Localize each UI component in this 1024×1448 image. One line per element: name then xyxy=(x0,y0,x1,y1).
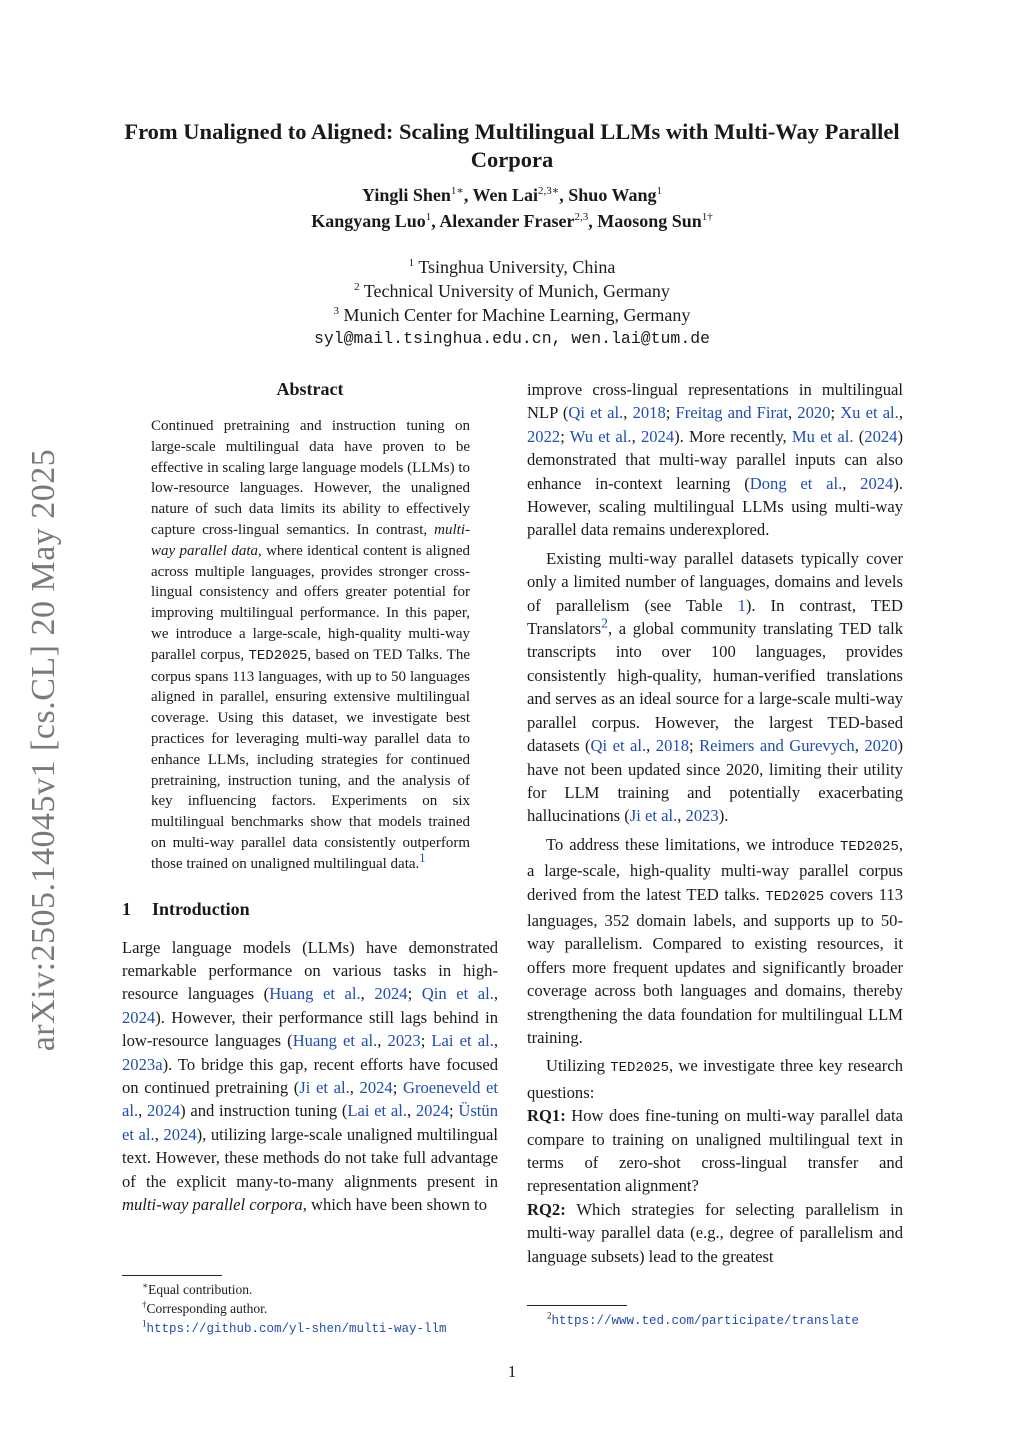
affiliations xyxy=(120,255,904,351)
citation-link[interactable]: 2024 xyxy=(122,1007,156,1027)
intro-paragraph: Large language models (LLMs) have demonstrated remarkable performance on various tasks in high-resource languages (Huang et al., 2024; Qin et al., 2024). However, their performance still lags behind in low-resource languages (Huang et al., 2023; Lai et al., 2023a). To bridge this gap, recent efforts have focused on continued pretraining (Ji et al., 2024; Groeneveld et al., 2024) and instruction tuning (Lai et al., 2024; Üstün et al., 2024), utilizing large-scale unaligned multilingual text. However, these methods do not take full advantage of the explicit many-to-many alignments present in multi-way parallel corpora, which have been shown to xyxy=(122,937,499,1214)
author-emails: syl@mail.tsinghua.edu.cn, wen.lai@tum.de xyxy=(313,329,711,348)
author-affil-mark: 1∗ xyxy=(450,185,464,197)
citation-link[interactable]: 2023 xyxy=(387,1031,421,1051)
research-question-1: RQ1: How does fine-tuning on multi-way parallel data compare to training on unaligned multilingual text in terms of zero-shot cross-lingual transfer and representation alignment? xyxy=(527,1106,903,1196)
section-title: Introduction xyxy=(152,898,250,919)
citation-link[interactable]: Xu et al. xyxy=(840,403,899,423)
footnote: $^1$https://github.com/yl-shen/multi-way-llm xyxy=(142,1318,447,1336)
citation-link[interactable]: Qin et al. xyxy=(421,984,494,1004)
dataset-name: TED2025 xyxy=(765,888,825,905)
author-name: Alexander Fraser xyxy=(439,211,575,231)
author-name: Wen Lai xyxy=(472,185,539,205)
footnote-rule xyxy=(122,1275,222,1276)
footnote-rule xyxy=(527,1305,627,1306)
section-number: 1 xyxy=(122,898,131,919)
affiliation-name: Munich Center for Machine Learning, Germany xyxy=(343,305,691,325)
footnote: †Corresponding author. xyxy=(142,1299,268,1316)
footnote-ref-link[interactable]: 1 xyxy=(419,850,426,865)
abstract-part: , based on TED Talks. The corpus spans 113 languages, with up to 50 languages aligned in parallel, ensuring extensive multilingual coverage. Using this dataset, we investigate best practices for leveraging multi-way parallel data to enhance LLMs, including strategies for continued pretraining, instruction tuning, and the analysis of key influencing factors. Experiments on six multilingual benchmarks show that models trained on multi-way parallel data consistently outperform those trained on unaligned multilingual data. xyxy=(151,646,470,872)
citation-link[interactable]: 2018 xyxy=(655,736,689,756)
body-paragraph: Existing multi-way parallel datasets typically cover only a limited number of languages, domains and levels of parallelism (see Table 1). In contrast, TED Translators$^2$, a global community translating TED talk transcripts into over 100 languages, provides consistently high-quality, human-verified translations and serves as an ideal source for a large-scale multi-way parallel corpus. However, the largest TED-based datasets (Qi et al., 2018; Reimers and Gurevych, 2020) have not been updated since 2020, limiting their utility for LLM training and potentially exacerbating hallucinations (Ji et al., 2023). xyxy=(527,548,904,826)
footnote-url-link[interactable]: https://github.com/yl-shen/multi-way-llm xyxy=(146,1322,447,1336)
author-affil-mark: 1† xyxy=(701,211,713,223)
citation-link[interactable]: 2024 xyxy=(146,1101,181,1121)
citation-link[interactable]: Huang et al. xyxy=(292,1031,378,1051)
abstract-emphasis: multi-way parallel data xyxy=(151,521,470,559)
author-name: Maosong Sun xyxy=(597,211,702,231)
abstract-text xyxy=(151,416,470,875)
dataset-name: TED2025 xyxy=(610,1060,670,1077)
citation-link[interactable]: Reimers and Gurevych xyxy=(699,736,855,756)
left-column xyxy=(122,376,498,1216)
table-ref-link[interactable]: 1 xyxy=(737,595,746,615)
citation-link[interactable]: 2024 xyxy=(163,1124,197,1144)
citation-link[interactable]: Wu et al. xyxy=(569,426,632,446)
affiliation-line xyxy=(120,279,904,303)
body-paragraph: improve cross-lingual representations in multilingual NLP (Qi et al., 2018; Freitag and Firat, 2020; Xu et al., 2022; Wu et al., 2024). More recently, Mu et al. (2024) demonstrated that multi-way parallel inputs can also enhance in-context learning (Dong et al., 2024). However, scaling multilingual LLMs using multi-way parallel data remains underexplored. xyxy=(527,380,904,540)
footnote-ref-link[interactable]: 2 xyxy=(601,615,608,631)
citation-link[interactable]: 2023a xyxy=(122,1054,163,1074)
citation-link[interactable]: Ji et al. xyxy=(629,806,678,826)
citation-link[interactable]: Mu et al. xyxy=(791,426,854,446)
citation-link[interactable]: 2024 xyxy=(415,1101,450,1121)
abstract-part: , where identical content is aligned across multiple languages, provides stronger cross-lingual consistency and offers greater potential for improving multilingual performance. In this paper, we introduce a large-scale, high-quality multi-way parallel corpus, xyxy=(151,542,471,663)
section-heading-introduction xyxy=(122,897,498,921)
author-affil-mark: 1 xyxy=(656,185,663,197)
affiliation-mark: 3 xyxy=(333,305,340,317)
affiliation-name: Tsinghua University, China xyxy=(418,257,616,277)
citation-link[interactable]: Qi et al. xyxy=(590,736,647,756)
citation-link[interactable]: 2020 xyxy=(797,403,831,423)
citation-link[interactable]: 2018 xyxy=(632,403,666,423)
author-line-2: Kangyang Luo$^1$, Alexander Fraser$^{2,3}$, Maosong Sun$^{1\dagger}$ xyxy=(311,211,713,231)
right-column xyxy=(527,378,903,1268)
author-affil-mark: 2,3 xyxy=(574,211,589,223)
citation-link[interactable]: Huang et al. xyxy=(269,984,361,1004)
rq-label: RQ2: xyxy=(527,1199,566,1219)
footnote-url-link[interactable]: https://www.ted.com/participate/translate xyxy=(551,1314,860,1328)
author-name: Kangyang Luo xyxy=(311,211,426,231)
author-name: Shuo Wang xyxy=(568,185,657,205)
affiliation-mark: 1 xyxy=(408,257,415,269)
citation-link[interactable]: 2020 xyxy=(864,736,898,756)
dataset-name: TED2025 xyxy=(248,647,308,664)
citation-link[interactable]: Freitag and Firat xyxy=(675,403,789,423)
footnote: $^2$https://www.ted.com/participate/translate xyxy=(547,1310,860,1328)
affiliation-line xyxy=(120,255,904,279)
arxiv-identifier: arXiv:2505.14045v1 [cs.CL] 20 May 2025 xyxy=(25,448,62,1052)
research-question-2: RQ2: Which strategies for selecting parallelism in multi-way parallel data (e.g., degree of parallelism and language subsets) lead to the greatest xyxy=(527,1199,903,1266)
footnotes-right xyxy=(527,1305,903,1331)
paper-title: From Unaligned to Aligned: Scaling Multilingual LLMs with Multi-Way Parallel Corpora xyxy=(124,119,900,172)
citation-link[interactable]: 2022 xyxy=(527,426,561,446)
affiliation-name: Technical University of Munich, Germany xyxy=(363,281,670,301)
body-paragraph: Utilizing TED2025, we investigate three key research questions: xyxy=(527,1056,903,1102)
citation-link[interactable]: 2024 xyxy=(359,1077,393,1097)
footnotes-left xyxy=(122,1275,498,1339)
abstract-heading: Abstract xyxy=(276,379,344,399)
affiliation-mark: 2 xyxy=(354,281,360,293)
citation-link[interactable]: 2024 xyxy=(374,984,408,1004)
page-number: 1 xyxy=(507,1362,517,1381)
citation-link[interactable]: Ji et al. xyxy=(299,1077,350,1097)
emphasis-text: multi-way parallel corpora xyxy=(122,1195,303,1214)
citation-link[interactable]: Qi et al. xyxy=(568,403,624,423)
author-list xyxy=(120,182,904,234)
rq-label: RQ1: xyxy=(527,1106,566,1126)
citation-link[interactable]: Lai et al. xyxy=(347,1101,407,1121)
dataset-name: TED2025 xyxy=(840,838,899,855)
citation-link[interactable]: 2024 xyxy=(860,473,894,493)
author-line-1: Yingli Shen$^{1∗}$, Wen Lai$^{2,3∗}$, Shuo Wang$^1$ xyxy=(361,185,663,205)
citation-link[interactable]: 2023 xyxy=(685,806,719,826)
citation-link[interactable]: Groeneveld et al. xyxy=(122,1077,499,1121)
author-affil-mark: 2,3∗ xyxy=(538,185,560,197)
footnote: ∗Equal contribution. xyxy=(142,1280,253,1297)
citation-link[interactable]: Dong et al. xyxy=(749,473,843,493)
citation-link[interactable]: 2024 xyxy=(864,426,898,446)
abstract-part: Continued pretraining and instruction tuning on large-scale multilingual data have proven to be effective in scaling large language models (LLMs) to low-resource languages. However, the unaligned nature of such data limits its ability to effectively capture cross-lingual semantics. In contrast, xyxy=(151,418,470,538)
citation-link[interactable]: 2024 xyxy=(640,426,675,446)
author-name: Yingli Shen xyxy=(361,185,451,205)
body-paragraph: To address these limitations, we introduce TED2025, a large-scale, high-quality multi-way parallel corpus derived from the latest TED talks. TED2025 covers 113 languages, 352 domain labels, and supports up to 50-way parallelism. Compared to existing resources, it offers more frequent updates and significantly broader coverage across both languages and domains, thereby strengthening the data foundation for multilingual LLM training. xyxy=(527,834,903,1047)
citation-link[interactable]: Üstün et al. xyxy=(122,1101,499,1144)
affiliation-line xyxy=(120,303,904,327)
author-affil-mark: 1 xyxy=(425,211,432,223)
citation-link[interactable]: Lai et al. xyxy=(431,1031,494,1051)
